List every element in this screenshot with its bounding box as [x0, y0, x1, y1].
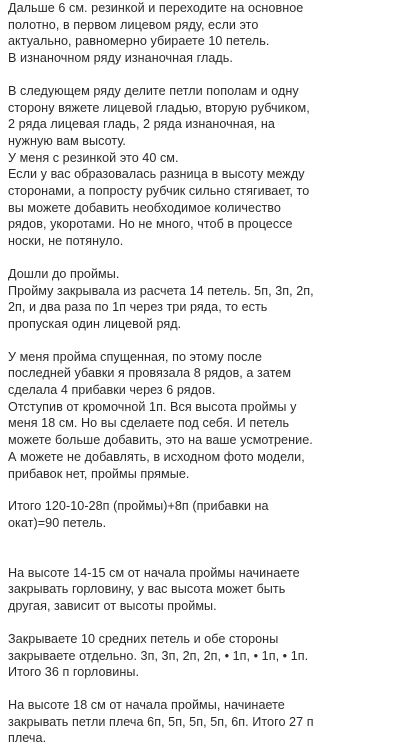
- paragraph-stitch-total: Итого 120-10-28п (проймы)+8п (прибавки на окат)=90 петель.: [8, 499, 269, 530]
- paragraph-spacer: [8, 532, 400, 565]
- document-body: [8, 0, 400, 747]
- paragraph-spacer: [8, 681, 400, 697]
- paragraph-armhole: Дошли до проймы. Пройму закрывала из расчета 14 петель. 5п, 3п, 2п, 2п, и два раза по 1п через три ряда, то есть пропуская один лицевой ряд.: [8, 266, 314, 331]
- paragraph-shoulder: На высоте 18 см от начала проймы, начинаете закрывать петли плеча 6п, 5п, 5п, 5п, 6п. Итого 27 п плеча.: [8, 697, 314, 746]
- paragraph-spacer: [8, 333, 400, 349]
- paragraph-spacer: [8, 67, 400, 83]
- paragraph-spacer: [8, 250, 400, 266]
- paragraph-spacer: [8, 482, 400, 498]
- paragraph-split-sides: В следующем ряду делите петли пополам и одну сторону вяжете лицевой гладью, вторую рубчиком, 2 ряда лицевая гладь, 2 ряда изнаночная, на нужную вам высоту. У меня с резинкой это 40 см. Если у вас образовалась разница в высоту между сторонами, а попросту рубчик сильно стягивает, то вы можете добавить необходимое количество рядов, укоротами. Но не много, чтоб в процессе носки, не потянуло.: [8, 83, 310, 249]
- paragraph-dropped-armhole: У меня пройма спущенная, по этому после последней убавки я провязала 8 рядов, а затем сделала 4 прибавки через 6 рядов. Отступив от кромочной 1п. Вся высота проймы у меня 18 см. Но вы сделаете под себя. И петель можете больше добавить, это на ваше усмотрение. А можете не добавлять, в исходном фото модели, прибавок нет, проймы прямые.: [8, 349, 313, 481]
- paragraph-spacer: [8, 615, 400, 631]
- paragraph-neckline-height: На высоте 14-15 см от начала проймы начинаете закрывать горловину, у вас высота может быть другая, зависит от высоты проймы.: [8, 565, 300, 614]
- paragraph-neckline-bindoff: Закрываете 10 средних петель и обе стороны закрываете отдельно. 3п, 3п, 2п, 2п, • 1п, • 1п, • 1п. Итого 36 п горловины.: [8, 631, 309, 680]
- paragraph-ribbing: Дальше 6 см. резинкой и переходите на основное полотно, в первом лицевом ряду, если это актуально, равномерно убираете 10 петель. В изнаночном ряду изнаночная гладь.: [8, 1, 304, 66]
